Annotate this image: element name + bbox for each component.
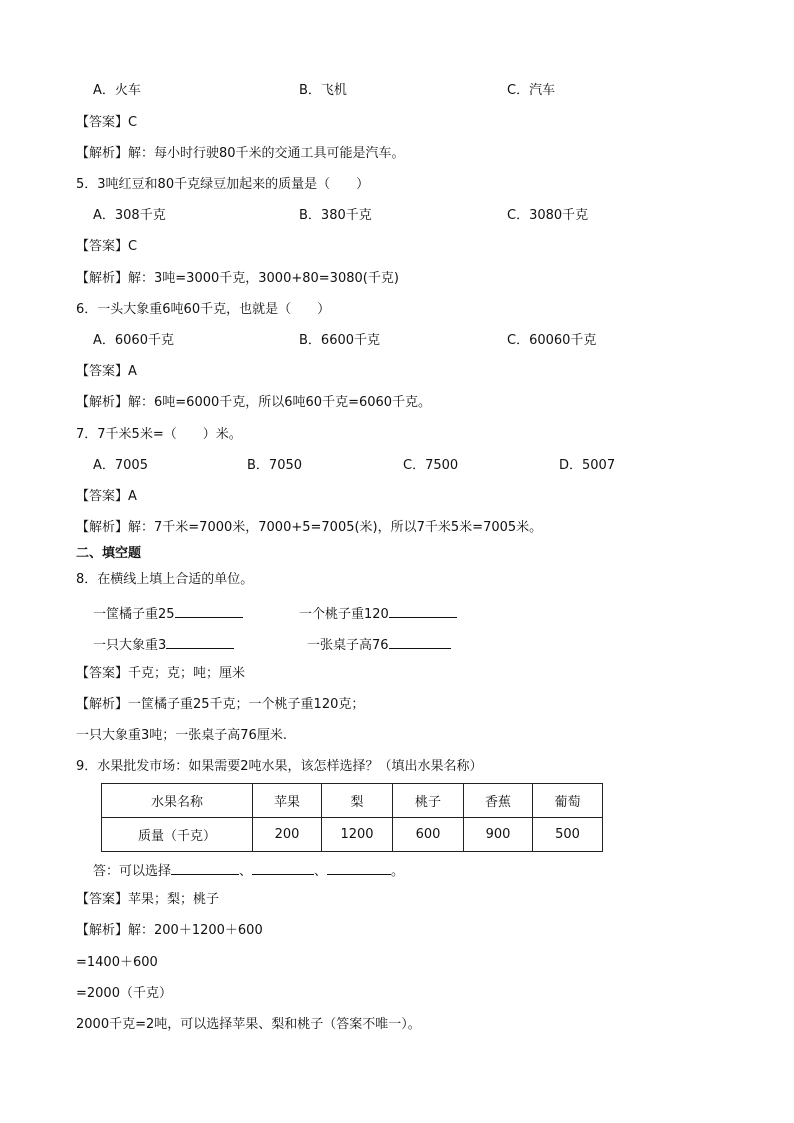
analysis-label: 【解析】 xyxy=(76,395,129,410)
table-cell: 香蕉 xyxy=(464,784,533,818)
separator: 、 xyxy=(239,864,253,879)
q9-stem: 9．水果批发市场：如果需要2吨水果，该怎样选择？（填出水果名称） xyxy=(76,759,483,774)
q6-option-c: C．60060千克 xyxy=(507,333,597,348)
table-cell: 桃子 xyxy=(393,784,464,818)
q9-step-2: =2000（千克） xyxy=(76,986,172,1001)
q8-item-2 xyxy=(299,603,457,624)
q8-item-1 xyxy=(93,603,243,624)
q5-answer xyxy=(76,238,137,256)
separator: 、 xyxy=(314,864,328,879)
q6-option-a: A．6060千克 xyxy=(93,333,174,348)
item-text: 一只大象重3 xyxy=(93,638,167,653)
answer-value: A xyxy=(128,364,137,379)
q7-option-b: B．7050 xyxy=(247,458,303,473)
q4-option-b: B．飞机 xyxy=(299,83,347,98)
answer-label: 【答案】 xyxy=(76,115,129,130)
q7-answer xyxy=(76,488,137,506)
answer-label: 【答案】 xyxy=(76,892,129,907)
table-row-header xyxy=(102,784,603,818)
table-row xyxy=(102,818,603,852)
table-cell: 梨 xyxy=(322,784,393,818)
q5-option-c: C．3080千克 xyxy=(507,208,589,223)
analysis-label: 【解析】 xyxy=(76,146,129,161)
q8-analysis xyxy=(76,696,364,714)
q4-answer xyxy=(76,114,137,132)
analysis-label: 【解析】 xyxy=(76,520,129,535)
q5-analysis xyxy=(76,270,399,288)
q6-stem: 6．一头大象重6吨60千克，也就是（ ） xyxy=(76,302,331,317)
q6-option-b: B．6600千克 xyxy=(299,333,381,348)
blank-line xyxy=(166,634,234,649)
answer-label: 【答案】 xyxy=(76,666,129,681)
q5-option-b: B．380千克 xyxy=(299,208,372,223)
answer-label: 【答案】 xyxy=(76,489,129,504)
table-cell: 苹果 xyxy=(253,784,322,818)
reply-prefix: 答：可以选择 xyxy=(93,864,172,879)
q8-item-4 xyxy=(307,634,451,655)
answer-value: 苹果；梨；桃子 xyxy=(128,892,220,907)
table-cell: 葡萄 xyxy=(533,784,603,818)
item-text: 一个桃子重120 xyxy=(299,607,389,622)
table-cell: 质量（千克） xyxy=(102,818,253,852)
analysis-label: 【解析】 xyxy=(76,697,129,712)
q4-option-c: C．汽车 xyxy=(507,83,556,98)
q7-stem: 7．7千米5米=（ ）米。 xyxy=(76,427,242,442)
table-cell: 1200 xyxy=(322,818,393,852)
blank-line xyxy=(389,603,457,618)
blank-line xyxy=(171,860,239,875)
q8-answer xyxy=(76,665,245,683)
q9-reply-line xyxy=(93,860,404,881)
answer-label: 【答案】 xyxy=(76,239,129,254)
fruit-weight-table xyxy=(101,783,603,852)
q7-option-c: C．7500 xyxy=(403,458,459,473)
analysis-text: 解：200＋1200＋600 xyxy=(128,923,263,938)
analysis-label: 【解析】 xyxy=(76,271,129,286)
q8-stem: 8．在横线上填上合适的单位。 xyxy=(76,572,254,587)
answer-value: C xyxy=(128,239,138,254)
q7-option-d: D．5007 xyxy=(559,458,616,473)
blank-line xyxy=(175,603,243,618)
analysis-text: 解：每小时行驶80千米的交通工具可能是汽车。 xyxy=(128,146,405,161)
answer-value: A xyxy=(128,489,137,504)
q5-stem: 5．3吨红豆和80千克绿豆加起来的质量是（ ） xyxy=(76,177,370,192)
answer-value: C xyxy=(128,115,138,130)
blank-line xyxy=(389,634,451,649)
blank-line xyxy=(327,860,391,875)
section-heading-fill-blank: 二、填空题 xyxy=(76,546,142,561)
q9-answer xyxy=(76,891,219,909)
q6-answer xyxy=(76,363,137,381)
q9-conclusion: 2000千克=2吨，可以选择苹果、梨和桃子（答案不唯一）。 xyxy=(76,1017,421,1032)
table-cell: 水果名称 xyxy=(102,784,253,818)
q9-analysis xyxy=(76,922,263,940)
q4-analysis xyxy=(76,145,405,163)
analysis-text: 一筐橘子重25千克；一个桃子重120克； xyxy=(128,697,365,712)
table-cell: 200 xyxy=(253,818,322,852)
q7-analysis xyxy=(76,519,542,537)
q6-analysis xyxy=(76,394,431,412)
item-text: 一筐橘子重25 xyxy=(93,607,175,622)
q9-step-1: =1400＋600 xyxy=(76,955,158,970)
item-text: 一张桌子高76 xyxy=(307,638,389,653)
q8-analysis-line-2: 一只大象重3吨；一张桌子高76厘米. xyxy=(76,728,287,743)
table-cell: 900 xyxy=(464,818,533,852)
q8-item-3 xyxy=(93,634,234,655)
analysis-text: 解：7千米=7000米，7000+5=7005(米)，所以7千米5米=7005米。 xyxy=(128,520,543,535)
q5-option-a: A．308千克 xyxy=(93,208,166,223)
answer-value: 千克；克；吨；厘米 xyxy=(128,666,246,681)
q7-option-a: A．7005 xyxy=(93,458,148,473)
table-cell: 600 xyxy=(393,818,464,852)
analysis-text: 解：6吨=6000千克，所以6吨60千克=6060千克。 xyxy=(128,395,432,410)
analysis-label: 【解析】 xyxy=(76,923,129,938)
q4-option-a: A．火车 xyxy=(93,83,141,98)
answer-label: 【答案】 xyxy=(76,364,129,379)
period: 。 xyxy=(391,864,405,879)
table-cell: 500 xyxy=(533,818,603,852)
blank-line xyxy=(252,860,314,875)
analysis-text: 解：3吨=3000千克，3000+80=3080(千克) xyxy=(128,271,399,286)
